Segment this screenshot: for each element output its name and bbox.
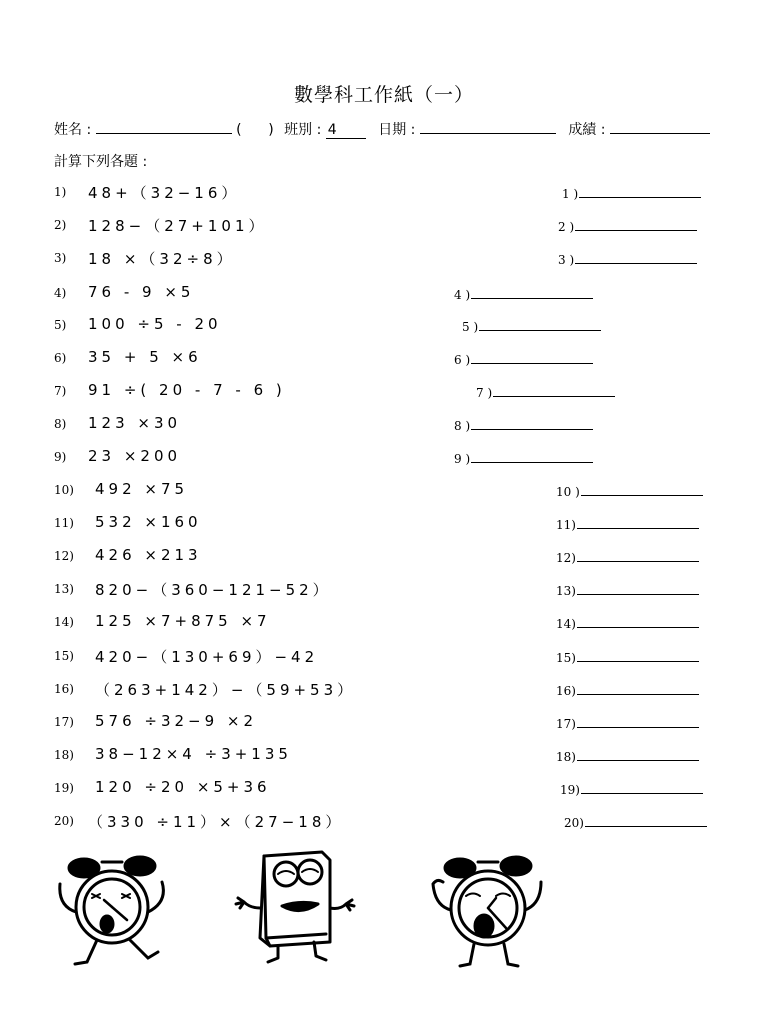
name-label: 姓名 :	[54, 122, 92, 138]
answer-label: 15)	[556, 651, 576, 665]
answer-label: 6 )	[454, 353, 471, 367]
answer-slot[interactable]	[560, 781, 703, 797]
answer-slot[interactable]	[556, 682, 699, 698]
question-expression: 492 ×75	[95, 480, 189, 498]
answer-label: 13)	[556, 584, 576, 598]
question-expression: 426 ×213	[95, 546, 202, 564]
answer-label: 19)	[560, 783, 580, 797]
answer-line[interactable]	[585, 814, 707, 827]
question-number: 9)	[54, 450, 67, 464]
question-number: 13)	[54, 582, 74, 596]
answer-slot[interactable]	[558, 218, 697, 234]
question-row	[0, 480, 768, 502]
question-expression: 123 ×30	[88, 414, 182, 432]
answer-line[interactable]	[577, 516, 699, 529]
question-expression: 48+（32−16）	[88, 184, 241, 202]
answer-line[interactable]	[577, 649, 699, 662]
answer-line[interactable]	[575, 218, 697, 231]
answer-slot[interactable]	[476, 384, 615, 400]
alarm-clock-cartoon-icon	[52, 852, 172, 970]
question-expression: 38−12×4 ÷3+135	[95, 745, 292, 763]
answer-slot[interactable]	[462, 318, 601, 334]
answer-label: 4 )	[454, 288, 471, 302]
question-row	[0, 579, 768, 601]
question-expression: （263+142）−（59+53）	[95, 681, 357, 699]
date-field[interactable]	[420, 119, 556, 134]
question-row	[0, 381, 768, 403]
answer-slot[interactable]	[556, 748, 699, 764]
question-expression: 128−（27+101）	[88, 217, 268, 235]
question-expression: 18 ×（32÷8）	[88, 250, 236, 268]
question-number: 2)	[54, 218, 67, 232]
answer-slot[interactable]	[556, 615, 699, 631]
question-number: 20)	[54, 814, 74, 828]
answer-label: 1 )	[562, 187, 579, 201]
question-number: 15)	[54, 649, 74, 663]
question-row	[0, 283, 768, 305]
answer-line[interactable]	[577, 615, 699, 628]
question-row	[0, 546, 768, 568]
answer-label: 8 )	[454, 419, 471, 433]
question-number: 12)	[54, 549, 74, 563]
question-expression: 420−（130+69）−42	[95, 648, 319, 666]
question-expression: 820−（360−121−52）	[95, 581, 332, 599]
answer-line[interactable]	[479, 318, 601, 331]
name-field[interactable]	[96, 119, 232, 134]
question-expression: （330 ÷11）×（27−18）	[88, 813, 345, 831]
question-number: 4)	[54, 286, 67, 300]
question-expression: 120 ÷20 ×5+36	[95, 778, 271, 796]
answer-line[interactable]	[577, 582, 699, 595]
answer-label: 5 )	[462, 320, 479, 334]
answer-line[interactable]	[577, 748, 699, 761]
question-row	[0, 513, 768, 535]
answer-slot[interactable]	[454, 351, 593, 367]
answer-slot[interactable]	[556, 483, 703, 499]
question-number: 3)	[54, 251, 67, 265]
date-label: 日期 :	[378, 122, 416, 138]
answer-label: 16)	[556, 684, 576, 698]
class-number-paren: ( )	[236, 122, 274, 138]
answer-label: 7 )	[476, 386, 493, 400]
question-number: 10)	[54, 483, 74, 497]
answer-line[interactable]	[471, 286, 593, 299]
answer-label: 12)	[556, 551, 576, 565]
question-row	[0, 712, 768, 734]
question-expression: 23 ×200	[88, 447, 182, 465]
question-expression: 35 + 5 ×6	[88, 348, 202, 366]
answer-line[interactable]	[577, 549, 699, 562]
instructions: 計算下列各題 :	[54, 154, 148, 170]
question-number: 1)	[54, 185, 67, 199]
answer-slot[interactable]	[562, 185, 701, 201]
question-row	[0, 182, 768, 204]
answer-line[interactable]	[471, 351, 593, 364]
answer-label: 14)	[556, 617, 576, 631]
answer-line[interactable]	[575, 251, 697, 264]
question-row	[0, 447, 768, 469]
answer-label: 20)	[564, 816, 584, 830]
answer-line[interactable]	[581, 483, 703, 496]
answer-label: 11)	[556, 518, 576, 532]
grade-label: 成績 :	[568, 122, 606, 138]
answer-slot[interactable]	[558, 251, 697, 267]
question-row	[0, 348, 768, 370]
question-row	[0, 248, 768, 270]
question-number: 16)	[54, 682, 74, 696]
answer-slot[interactable]	[556, 549, 699, 565]
answer-label: 2 )	[558, 220, 575, 234]
answer-slot[interactable]	[556, 649, 699, 665]
answer-label: 3 )	[558, 253, 575, 267]
answer-label: 10 )	[556, 485, 580, 499]
page-title: 數學科工作紙（一）	[293, 84, 474, 106]
answer-slot[interactable]	[454, 417, 593, 433]
answer-line[interactable]	[471, 417, 593, 430]
answer-slot[interactable]	[556, 516, 699, 532]
answer-line[interactable]	[471, 450, 593, 463]
question-number: 8)	[54, 417, 67, 431]
answer-slot[interactable]	[556, 715, 699, 731]
question-row	[0, 811, 768, 833]
question-row	[0, 646, 768, 668]
question-row	[0, 778, 768, 800]
question-number: 6)	[54, 351, 67, 365]
question-number: 17)	[54, 715, 74, 729]
question-number: 5)	[54, 318, 67, 332]
question-row	[0, 315, 768, 337]
class-field[interactable]: 4	[326, 122, 366, 139]
grade-field[interactable]	[610, 119, 710, 134]
question-expression: 91 ÷( 20 - 7 - 6 )	[88, 381, 286, 399]
answer-label: 18)	[556, 750, 576, 764]
question-number: 11)	[54, 516, 74, 530]
alarm-clock-yawning-icon	[426, 852, 550, 970]
answer-line[interactable]	[577, 682, 699, 695]
answer-label: 9 )	[454, 452, 471, 466]
student-info-row	[54, 119, 710, 139]
answer-slot[interactable]	[454, 450, 593, 466]
answer-slot[interactable]	[564, 814, 707, 830]
question-number: 18)	[54, 748, 74, 762]
question-row	[0, 679, 768, 701]
question-row	[0, 745, 768, 767]
question-expression: 100 ÷5 - 20	[88, 315, 222, 333]
question-number: 19)	[54, 781, 74, 795]
question-expression: 576 ÷32−9 ×2	[95, 712, 258, 730]
answer-line[interactable]	[493, 384, 615, 397]
question-row	[0, 612, 768, 634]
answer-slot[interactable]	[556, 582, 699, 598]
class-label: 班別 :	[284, 122, 322, 138]
question-expression: 532 ×160	[95, 513, 202, 531]
question-number: 7)	[54, 384, 67, 398]
answer-slot[interactable]	[454, 286, 593, 302]
answer-line[interactable]	[579, 185, 701, 198]
question-row	[0, 215, 768, 237]
question-expression: 125 ×7+875 ×7	[95, 612, 271, 630]
answer-line[interactable]	[581, 781, 703, 794]
question-number: 14)	[54, 615, 74, 629]
book-cartoon-icon	[226, 838, 356, 968]
question-expression: 76 - 9 ×5	[88, 283, 195, 301]
answer-line[interactable]	[577, 715, 699, 728]
question-row	[0, 414, 768, 436]
answer-label: 17)	[556, 717, 576, 731]
